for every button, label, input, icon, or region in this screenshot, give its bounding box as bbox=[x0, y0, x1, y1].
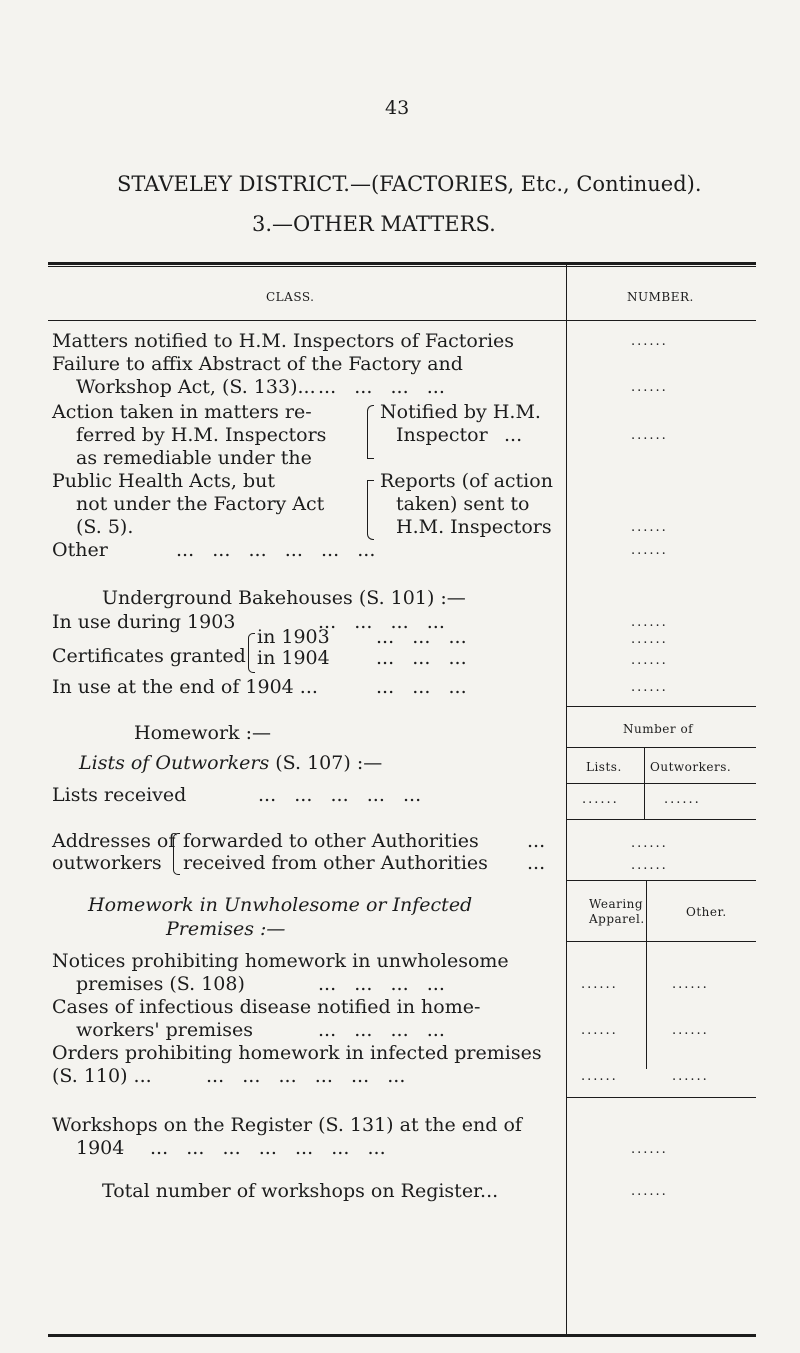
wearing-header-rule bbox=[566, 941, 756, 942]
blank-value: ...... bbox=[582, 792, 619, 807]
action-line-5: not under the Factory Act bbox=[76, 493, 325, 515]
addresses-line-2: outworkers bbox=[52, 852, 162, 874]
number-of-rule bbox=[566, 747, 756, 748]
blank-value: ...... bbox=[581, 977, 618, 992]
table-top-rule-thin bbox=[48, 266, 756, 267]
blank-value: ...... bbox=[631, 380, 668, 395]
lists-received-rule bbox=[566, 819, 756, 820]
blank-value: ...... bbox=[672, 1069, 709, 1084]
blank-value: ...... bbox=[581, 1069, 618, 1084]
table-top-rule bbox=[48, 262, 756, 265]
blank-value: ...... bbox=[631, 680, 668, 695]
lists-heading-rest: (S. 107) :— bbox=[275, 752, 383, 774]
blank-value: ...... bbox=[631, 520, 668, 535]
orders-line-1: Orders prohibiting homework in infected premises bbox=[52, 1042, 542, 1064]
leader-dots: ... ... ... ... ... ... bbox=[176, 539, 376, 561]
leader-dots: ... ... ... ... ... ... bbox=[206, 1065, 406, 1087]
blank-value: ...... bbox=[631, 836, 668, 851]
workshops-line-2: 1904 bbox=[76, 1137, 125, 1159]
action-brace-bottom bbox=[367, 480, 374, 540]
page-title-continued: Etc., Continued). bbox=[520, 172, 702, 196]
class-header: CLASS. bbox=[266, 290, 315, 304]
reports-line-2: taken) sent to bbox=[396, 493, 530, 515]
lists-header-rule bbox=[566, 783, 756, 784]
reports-line-3: H.M. Inspectors bbox=[396, 516, 552, 538]
homework-heading: Homework :— bbox=[134, 722, 272, 744]
page-subtitle: 3.—OTHER MATTERS. bbox=[252, 212, 496, 236]
leader-dots: ... bbox=[504, 424, 523, 446]
leader-dots: ... ... ... bbox=[376, 626, 467, 648]
leader-dots: ... ... ... bbox=[376, 676, 467, 698]
wearing-divider bbox=[646, 881, 647, 1069]
blank-value: ...... bbox=[631, 858, 668, 873]
lists-column-header: Lists. bbox=[586, 760, 622, 774]
certificates-1904: in 1904 bbox=[257, 647, 330, 669]
workshops-line-1: Workshops on the Register (S. 131) at the end of bbox=[52, 1114, 522, 1136]
cases-line-2: workers' premises bbox=[76, 1019, 253, 1041]
blank-value: ...... bbox=[631, 1142, 668, 1157]
page-title-main: STAVELEY DISTRICT.—(FACTORIES, bbox=[117, 172, 521, 196]
blank-value: ...... bbox=[631, 543, 668, 558]
blank-value: ...... bbox=[672, 1023, 709, 1038]
total-workshops-label: Total number of workshops on Register... bbox=[102, 1180, 499, 1202]
action-line-3: as remediable under the bbox=[76, 447, 312, 469]
outworkers-column-header: Outworkers. bbox=[650, 760, 732, 774]
table-bottom-rule bbox=[48, 1334, 756, 1337]
received-label: received from other Authorities bbox=[183, 852, 488, 874]
lists-heading-italic: Lists of Outworkers bbox=[79, 752, 270, 774]
header-rule bbox=[48, 320, 756, 321]
leader-dots: ... ... ... ... ... ... ... bbox=[150, 1137, 386, 1159]
page-title bbox=[117, 172, 702, 196]
homework-rule bbox=[566, 706, 756, 707]
number-of-header: Number of bbox=[623, 722, 694, 736]
certificates-label: Certificates granted bbox=[52, 645, 246, 667]
blank-value: ...... bbox=[631, 334, 668, 349]
action-line-4: Public Health Acts, but bbox=[52, 470, 276, 492]
action-line-1: Action taken in matters re- bbox=[52, 401, 312, 423]
in-use-label: In use during 1903 bbox=[52, 611, 236, 633]
notified-line-2: Inspector bbox=[396, 424, 488, 446]
leader-dots: ... bbox=[527, 830, 546, 852]
blank-value: ...... bbox=[631, 1184, 668, 1199]
blank-value: ...... bbox=[672, 977, 709, 992]
action-line-6: (S. 5). bbox=[76, 516, 134, 538]
unwholesome-heading-line-1: Homework in Unwholesome or Infected bbox=[88, 894, 473, 916]
matters-heading: Matters notified to H.M. Inspectors of Factories bbox=[52, 330, 515, 352]
notices-line-1: Notices prohibiting homework in unwholesome bbox=[52, 950, 509, 972]
blank-value: ...... bbox=[631, 632, 668, 647]
failure-line-1: Failure to affix Abstract of the Factory and bbox=[52, 353, 463, 375]
leader-dots: ... ... ... bbox=[376, 647, 467, 669]
certificates-brace bbox=[248, 633, 255, 673]
notices-line-2: premises (S. 108) bbox=[76, 973, 245, 995]
wearing-apparel-header-1: Wearing bbox=[589, 897, 644, 911]
column-divider bbox=[566, 262, 567, 1334]
addresses-line-1: Addresses of bbox=[52, 830, 176, 852]
in-use-end-label: In use at the end of 1904 ... bbox=[52, 676, 318, 698]
wearing-apparel-header-2: Apparel. bbox=[589, 912, 645, 926]
blank-value: ...... bbox=[664, 792, 701, 807]
orders-line-2: (S. 110) ... bbox=[52, 1065, 152, 1087]
leader-dots: ... ... ... ... bbox=[318, 1019, 445, 1041]
other-label: Other bbox=[52, 539, 108, 561]
lists-received-label: Lists received bbox=[52, 784, 187, 806]
reports-line-1: Reports (of action bbox=[380, 470, 553, 492]
certificates-1903: in 1903 bbox=[257, 626, 330, 648]
action-brace-top bbox=[367, 405, 374, 459]
forwarded-label: forwarded to other Authorities bbox=[183, 830, 479, 852]
notified-line-1: Notified by H.M. bbox=[380, 401, 541, 423]
blank-value: ...... bbox=[631, 653, 668, 668]
page-number: 43 bbox=[385, 97, 410, 119]
bakehouses-heading: Underground Bakehouses (S. 101) :— bbox=[102, 587, 466, 609]
section4-rule bbox=[566, 880, 756, 881]
action-line-2: ferred by H.M. Inspectors bbox=[76, 424, 327, 446]
cases-line-1: Cases of infectious disease notified in home- bbox=[52, 996, 481, 1018]
unwholesome-heading-line-2: Premises :— bbox=[166, 918, 286, 940]
leader-dots: ... ... ... ... bbox=[318, 611, 445, 633]
section5-rule bbox=[566, 1097, 756, 1098]
addresses-brace bbox=[173, 833, 180, 875]
blank-value: ...... bbox=[631, 615, 668, 630]
leader-dots: ... bbox=[527, 852, 546, 874]
leader-dots: ... ... ... ... bbox=[318, 973, 445, 995]
lists-heading bbox=[79, 752, 382, 774]
failure-line-2: Workshop Act, (S. 133)... bbox=[76, 376, 316, 398]
leader-dots: ... ... ... ... ... bbox=[258, 784, 422, 806]
number-header: NUMBER. bbox=[627, 290, 694, 304]
blank-value: ...... bbox=[581, 1023, 618, 1038]
other-column-header: Other. bbox=[686, 905, 727, 919]
blank-value: ...... bbox=[631, 428, 668, 443]
leader-dots: ... ... ... ... bbox=[318, 376, 445, 398]
